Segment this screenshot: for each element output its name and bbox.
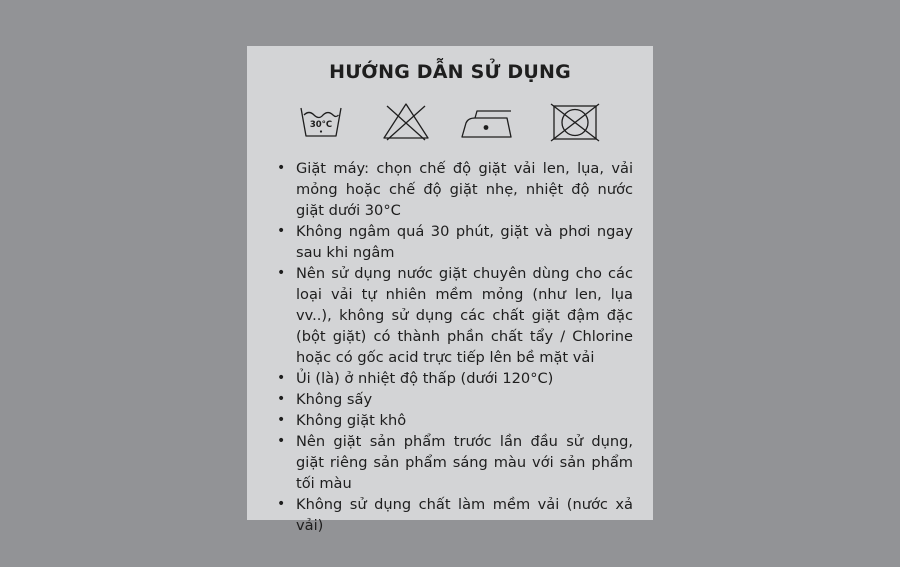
wash-30c-icon: [299, 102, 343, 142]
instruction-item: [275, 389, 633, 410]
care-instructions-card: [247, 46, 653, 534]
instruction-text: Ủi (là) ở nhiệt độ thấp (dưới 120°C): [296, 370, 554, 387]
bullet-marker: •: [277, 160, 286, 176]
card-title: HƯỚNG DẪN SỬ DỤNG: [329, 61, 571, 83]
bullet-marker: •: [277, 412, 286, 428]
do-not-bleach-icon: [381, 102, 431, 142]
instruction-text: Nên giặt sản phẩm trước lần đầu sử dụng, giặt riêng sản phẩm sáng màu với sản phẩm tối màu: [296, 433, 633, 492]
do-not-tumble-dry-icon: [549, 102, 601, 142]
bullet-marker: •: [277, 370, 286, 386]
instruction-text: Không ngâm quá 30 phút, giặt và phơi ngay sau khi ngâm: [296, 223, 633, 261]
instruction-item: [275, 158, 633, 221]
instruction-text: Không giặt khô: [296, 412, 407, 429]
bullet-marker: •: [277, 223, 286, 239]
bullet-marker: •: [277, 265, 286, 281]
iron-low-heat-icon: [459, 102, 515, 142]
bullet-marker: •: [277, 391, 286, 407]
bullet-marker: •: [277, 496, 286, 512]
instruction-item: [275, 263, 633, 368]
instruction-item: [275, 431, 633, 494]
instruction-text: Nên sử dụng nước giặt chuyên dùng cho các loại vải tự nhiên mềm mỏng (như len, lụa vv..), không sử dụng các chất giặt đậm đặc (bột giặt) có thành phần chất tẩy / Chlorine hoặc có gốc acid trực tiếp lên bề mặt vải: [296, 265, 633, 366]
instruction-item: [275, 494, 633, 536]
instruction-item: [275, 221, 633, 263]
instruction-item: [275, 368, 633, 389]
instruction-item: [275, 410, 633, 431]
bullet-marker: •: [277, 433, 286, 449]
wash-temperature-label: 30°C: [309, 120, 333, 130]
instruction-text: Không sử dụng chất làm mềm vải (nước xả vải): [296, 496, 633, 534]
care-symbols-row: [247, 102, 653, 142]
instruction-text: Giặt máy: chọn chế độ giặt vải len, lụa, vải mỏng hoặc chế độ giặt nhẹ, nhiệt độ nước giặt dưới 30°C: [296, 160, 633, 219]
care-instructions-list: [275, 158, 633, 536]
instruction-text: Không sấy: [296, 391, 373, 408]
